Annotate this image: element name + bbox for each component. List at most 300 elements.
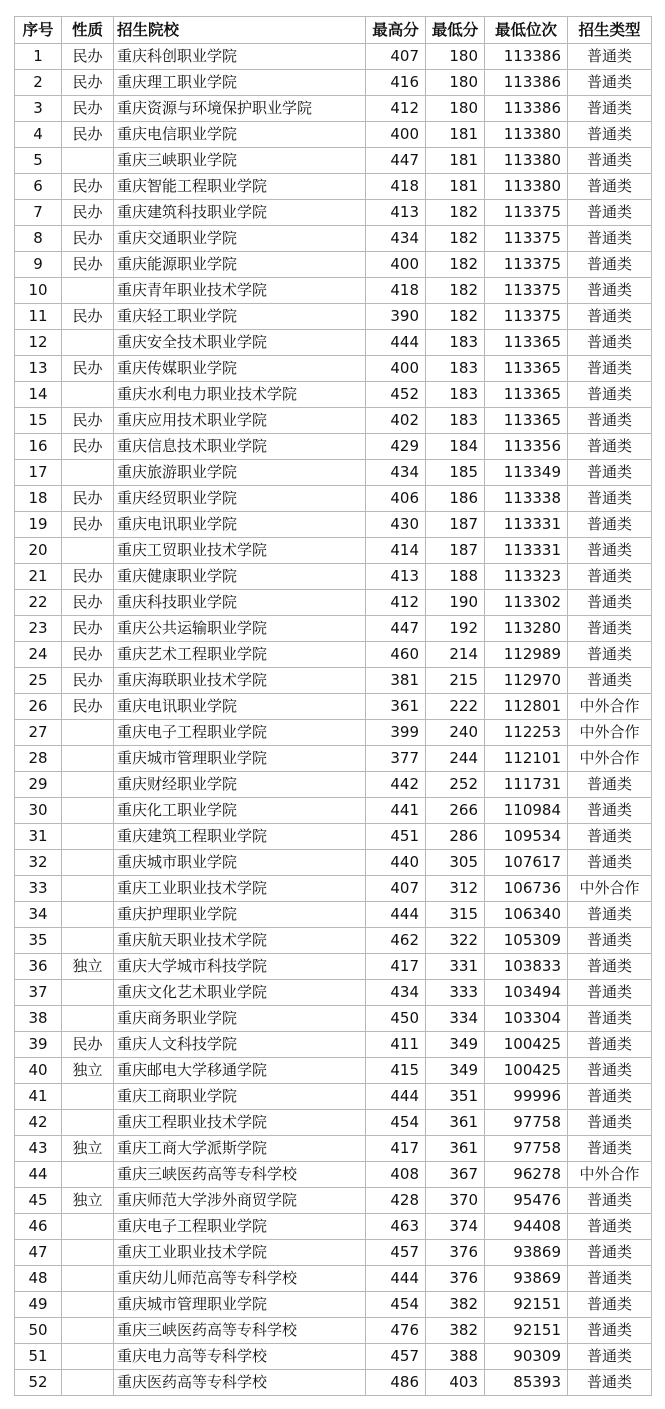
cell-min-rank: 85393 [485, 1370, 568, 1396]
cell-index: 26 [15, 694, 62, 720]
cell-school: 重庆财经职业学院 [114, 772, 366, 798]
cell-index: 33 [15, 876, 62, 902]
cell-index: 35 [15, 928, 62, 954]
cell-school: 重庆三峡医药高等专科学校 [114, 1162, 366, 1188]
table-row [15, 226, 652, 252]
cell-min-score: 180 [426, 96, 485, 122]
table-body [15, 44, 652, 1396]
header-max-score: 最高分 [366, 17, 426, 44]
cell-max-score: 429 [366, 434, 426, 460]
cell-school: 重庆电子工程职业学院 [114, 720, 366, 746]
cell-admission-type: 普通类 [568, 1136, 652, 1162]
cell-max-score: 454 [366, 1110, 426, 1136]
cell-max-score: 444 [366, 330, 426, 356]
cell-nature [62, 1214, 114, 1240]
cell-min-score: 361 [426, 1110, 485, 1136]
cell-min-rank: 93869 [485, 1240, 568, 1266]
cell-min-rank: 112253 [485, 720, 568, 746]
cell-nature: 独立 [62, 954, 114, 980]
table-row [15, 1344, 652, 1370]
cell-min-rank: 112101 [485, 746, 568, 772]
cell-index: 28 [15, 746, 62, 772]
cell-min-rank: 113331 [485, 512, 568, 538]
cell-max-score: 454 [366, 1292, 426, 1318]
cell-min-rank: 113380 [485, 148, 568, 174]
cell-nature [62, 902, 114, 928]
cell-max-score: 411 [366, 1032, 426, 1058]
cell-min-score: 183 [426, 330, 485, 356]
cell-nature: 民办 [62, 486, 114, 512]
cell-index: 27 [15, 720, 62, 746]
cell-min-rank: 112989 [485, 642, 568, 668]
table-row [15, 1370, 652, 1396]
cell-nature [62, 824, 114, 850]
cell-max-score: 451 [366, 824, 426, 850]
cell-nature: 独立 [62, 1188, 114, 1214]
cell-min-rank: 113375 [485, 252, 568, 278]
cell-school: 重庆科技职业学院 [114, 590, 366, 616]
cell-admission-type: 普通类 [568, 330, 652, 356]
cell-admission-type: 普通类 [568, 486, 652, 512]
cell-max-score: 406 [366, 486, 426, 512]
cell-school: 重庆电子工程职业学院 [114, 1214, 366, 1240]
cell-min-rank: 113386 [485, 96, 568, 122]
cell-max-score: 434 [366, 226, 426, 252]
cell-min-score: 244 [426, 746, 485, 772]
table-row [15, 408, 652, 434]
cell-admission-type: 普通类 [568, 434, 652, 460]
cell-index: 9 [15, 252, 62, 278]
cell-max-score: 417 [366, 1136, 426, 1162]
cell-min-score: 370 [426, 1188, 485, 1214]
cell-min-rank: 103833 [485, 954, 568, 980]
cell-admission-type: 普通类 [568, 148, 652, 174]
header-admission-type: 招生类型 [568, 17, 652, 44]
cell-max-score: 447 [366, 616, 426, 642]
cell-admission-type: 普通类 [568, 538, 652, 564]
cell-nature: 民办 [62, 694, 114, 720]
table-row [15, 252, 652, 278]
cell-index: 40 [15, 1058, 62, 1084]
cell-admission-type: 普通类 [568, 824, 652, 850]
cell-nature: 民办 [62, 44, 114, 70]
cell-index: 22 [15, 590, 62, 616]
cell-min-rank: 94408 [485, 1214, 568, 1240]
table-row [15, 616, 652, 642]
cell-min-rank: 113380 [485, 174, 568, 200]
cell-index: 15 [15, 408, 62, 434]
cell-min-score: 374 [426, 1214, 485, 1240]
table-row [15, 1266, 652, 1292]
table-row [15, 642, 652, 668]
cell-min-score: 388 [426, 1344, 485, 1370]
cell-max-score: 407 [366, 876, 426, 902]
cell-school: 重庆交通职业学院 [114, 226, 366, 252]
table-row [15, 954, 652, 980]
table-row [15, 434, 652, 460]
cell-nature [62, 1162, 114, 1188]
cell-nature: 民办 [62, 96, 114, 122]
table-row [15, 382, 652, 408]
cell-max-score: 434 [366, 460, 426, 486]
cell-admission-type: 普通类 [568, 1266, 652, 1292]
cell-max-score: 390 [366, 304, 426, 330]
cell-min-score: 331 [426, 954, 485, 980]
cell-admission-type: 普通类 [568, 1292, 652, 1318]
cell-max-score: 444 [366, 1266, 426, 1292]
cell-max-score: 407 [366, 44, 426, 70]
cell-min-rank: 113375 [485, 200, 568, 226]
cell-admission-type: 普通类 [568, 642, 652, 668]
cell-min-rank: 110984 [485, 798, 568, 824]
cell-index: 43 [15, 1136, 62, 1162]
cell-min-score: 182 [426, 278, 485, 304]
cell-min-rank: 99996 [485, 1084, 568, 1110]
table-row [15, 1136, 652, 1162]
cell-nature: 民办 [62, 642, 114, 668]
table-row [15, 122, 652, 148]
cell-index: 48 [15, 1266, 62, 1292]
cell-nature: 民办 [62, 590, 114, 616]
cell-admission-type: 中外合作 [568, 1162, 652, 1188]
cell-school: 重庆化工职业学院 [114, 798, 366, 824]
cell-school: 重庆邮电大学移通学院 [114, 1058, 366, 1084]
cell-index: 4 [15, 122, 62, 148]
cell-admission-type: 普通类 [568, 1214, 652, 1240]
cell-school: 重庆城市管理职业学院 [114, 746, 366, 772]
cell-school: 重庆护理职业学院 [114, 902, 366, 928]
cell-index: 37 [15, 980, 62, 1006]
cell-admission-type: 普通类 [568, 122, 652, 148]
cell-min-rank: 113280 [485, 616, 568, 642]
cell-min-score: 376 [426, 1266, 485, 1292]
cell-school: 重庆经贸职业学院 [114, 486, 366, 512]
table-row [15, 694, 652, 720]
cell-min-rank: 107617 [485, 850, 568, 876]
cell-admission-type: 普通类 [568, 564, 652, 590]
cell-school: 重庆电讯职业学院 [114, 512, 366, 538]
table-row [15, 538, 652, 564]
cell-max-score: 444 [366, 902, 426, 928]
cell-min-score: 286 [426, 824, 485, 850]
cell-min-rank: 113302 [485, 590, 568, 616]
cell-min-rank: 113338 [485, 486, 568, 512]
cell-school: 重庆师范大学涉外商贸学院 [114, 1188, 366, 1214]
cell-school: 重庆轻工职业学院 [114, 304, 366, 330]
cell-index: 2 [15, 70, 62, 96]
cell-index: 45 [15, 1188, 62, 1214]
table-row [15, 1214, 652, 1240]
table-row [15, 1188, 652, 1214]
cell-index: 10 [15, 278, 62, 304]
cell-nature [62, 720, 114, 746]
cell-min-score: 222 [426, 694, 485, 720]
cell-min-score: 181 [426, 148, 485, 174]
cell-min-score: 180 [426, 44, 485, 70]
cell-nature [62, 876, 114, 902]
table-row [15, 902, 652, 928]
header-index: 序号 [15, 17, 62, 44]
header-min-rank: 最低位次 [485, 17, 568, 44]
cell-index: 49 [15, 1292, 62, 1318]
cell-nature: 民办 [62, 408, 114, 434]
cell-min-score: 187 [426, 512, 485, 538]
cell-min-rank: 113386 [485, 44, 568, 70]
table-row [15, 304, 652, 330]
cell-min-rank: 113386 [485, 70, 568, 96]
cell-nature: 民办 [62, 512, 114, 538]
table-row [15, 512, 652, 538]
cell-max-score: 377 [366, 746, 426, 772]
cell-index: 6 [15, 174, 62, 200]
cell-min-score: 382 [426, 1292, 485, 1318]
table-row [15, 1058, 652, 1084]
cell-max-score: 400 [366, 252, 426, 278]
cell-admission-type: 普通类 [568, 1188, 652, 1214]
cell-max-score: 400 [366, 356, 426, 382]
cell-min-score: 252 [426, 772, 485, 798]
cell-min-rank: 113375 [485, 304, 568, 330]
cell-school: 重庆海联职业技术学院 [114, 668, 366, 694]
cell-min-score: 333 [426, 980, 485, 1006]
cell-school: 重庆传媒职业学院 [114, 356, 366, 382]
cell-school: 重庆医药高等专科学校 [114, 1370, 366, 1396]
table-row [15, 174, 652, 200]
cell-admission-type: 普通类 [568, 356, 652, 382]
table-row [15, 1318, 652, 1344]
cell-min-score: 376 [426, 1240, 485, 1266]
table-row [15, 746, 652, 772]
cell-nature: 独立 [62, 1136, 114, 1162]
table-row [15, 980, 652, 1006]
cell-admission-type: 普通类 [568, 616, 652, 642]
cell-school: 重庆商务职业学院 [114, 1006, 366, 1032]
cell-index: 36 [15, 954, 62, 980]
cell-index: 23 [15, 616, 62, 642]
cell-min-score: 266 [426, 798, 485, 824]
cell-min-rank: 90309 [485, 1344, 568, 1370]
cell-min-score: 367 [426, 1162, 485, 1188]
cell-index: 14 [15, 382, 62, 408]
cell-school: 重庆航天职业技术学院 [114, 928, 366, 954]
cell-index: 17 [15, 460, 62, 486]
cell-nature: 民办 [62, 304, 114, 330]
cell-nature: 民办 [62, 616, 114, 642]
cell-school: 重庆应用技术职业学院 [114, 408, 366, 434]
cell-admission-type: 普通类 [568, 200, 652, 226]
cell-max-score: 412 [366, 96, 426, 122]
cell-admission-type: 普通类 [568, 902, 652, 928]
table-row [15, 1292, 652, 1318]
cell-index: 31 [15, 824, 62, 850]
cell-nature [62, 746, 114, 772]
cell-max-score: 434 [366, 980, 426, 1006]
cell-min-rank: 113365 [485, 356, 568, 382]
cell-admission-type: 普通类 [568, 1032, 652, 1058]
cell-min-score: 183 [426, 382, 485, 408]
table-row [15, 668, 652, 694]
cell-min-rank: 113365 [485, 330, 568, 356]
cell-max-score: 457 [366, 1344, 426, 1370]
cell-school: 重庆智能工程职业学院 [114, 174, 366, 200]
cell-max-score: 381 [366, 668, 426, 694]
cell-index: 46 [15, 1214, 62, 1240]
cell-admission-type: 普通类 [568, 954, 652, 980]
cell-index: 3 [15, 96, 62, 122]
cell-max-score: 416 [366, 70, 426, 96]
table-row [15, 356, 652, 382]
header-nature: 性质 [62, 17, 114, 44]
cell-min-score: 183 [426, 356, 485, 382]
cell-school: 重庆建筑科技职业学院 [114, 200, 366, 226]
cell-school: 重庆建筑工程职业学院 [114, 824, 366, 850]
cell-school: 重庆城市职业学院 [114, 850, 366, 876]
cell-max-score: 402 [366, 408, 426, 434]
cell-min-rank: 103304 [485, 1006, 568, 1032]
cell-index: 8 [15, 226, 62, 252]
cell-min-score: 182 [426, 252, 485, 278]
cell-min-rank: 105309 [485, 928, 568, 954]
cell-min-score: 183 [426, 408, 485, 434]
cell-min-score: 403 [426, 1370, 485, 1396]
cell-school: 重庆资源与环境保护职业学院 [114, 96, 366, 122]
cell-max-score: 414 [366, 538, 426, 564]
cell-index: 50 [15, 1318, 62, 1344]
cell-min-rank: 113365 [485, 408, 568, 434]
cell-nature: 民办 [62, 356, 114, 382]
table-row [15, 590, 652, 616]
cell-nature [62, 148, 114, 174]
cell-nature [62, 278, 114, 304]
cell-max-score: 452 [366, 382, 426, 408]
cell-admission-type: 普通类 [568, 226, 652, 252]
cell-min-score: 240 [426, 720, 485, 746]
cell-min-rank: 100425 [485, 1058, 568, 1084]
cell-school: 重庆电力高等专科学校 [114, 1344, 366, 1370]
table-row [15, 70, 652, 96]
cell-max-score: 415 [366, 1058, 426, 1084]
cell-min-rank: 93869 [485, 1266, 568, 1292]
cell-index: 41 [15, 1084, 62, 1110]
cell-nature [62, 1344, 114, 1370]
cell-max-score: 447 [366, 148, 426, 174]
cell-max-score: 417 [366, 954, 426, 980]
cell-school: 重庆青年职业技术学院 [114, 278, 366, 304]
cell-max-score: 476 [366, 1318, 426, 1344]
header-min-score: 最低分 [426, 17, 485, 44]
cell-nature [62, 1318, 114, 1344]
cell-school: 重庆工业职业技术学院 [114, 1240, 366, 1266]
cell-min-rank: 113349 [485, 460, 568, 486]
cell-index: 1 [15, 44, 62, 70]
table-header-row [15, 17, 652, 44]
cell-nature: 民办 [62, 70, 114, 96]
cell-nature [62, 798, 114, 824]
cell-min-rank: 97758 [485, 1136, 568, 1162]
cell-min-rank: 92151 [485, 1318, 568, 1344]
cell-min-score: 186 [426, 486, 485, 512]
cell-school: 重庆水利电力职业技术学院 [114, 382, 366, 408]
cell-min-rank: 113380 [485, 122, 568, 148]
cell-min-score: 187 [426, 538, 485, 564]
cell-school: 重庆科创职业学院 [114, 44, 366, 70]
cell-index: 13 [15, 356, 62, 382]
table-row [15, 96, 652, 122]
cell-min-score: 349 [426, 1058, 485, 1084]
admission-table-container [14, 16, 651, 1396]
cell-min-score: 182 [426, 226, 485, 252]
cell-nature [62, 1110, 114, 1136]
cell-nature: 独立 [62, 1058, 114, 1084]
cell-max-score: 440 [366, 850, 426, 876]
cell-admission-type: 普通类 [568, 1370, 652, 1396]
cell-min-score: 185 [426, 460, 485, 486]
cell-admission-type: 普通类 [568, 928, 652, 954]
cell-min-rank: 106736 [485, 876, 568, 902]
table-row [15, 278, 652, 304]
cell-admission-type: 普通类 [568, 512, 652, 538]
cell-nature [62, 1292, 114, 1318]
cell-max-score: 462 [366, 928, 426, 954]
cell-admission-type: 普通类 [568, 382, 652, 408]
cell-admission-type: 普通类 [568, 252, 652, 278]
cell-min-rank: 111731 [485, 772, 568, 798]
cell-min-score: 192 [426, 616, 485, 642]
cell-max-score: 418 [366, 278, 426, 304]
cell-index: 52 [15, 1370, 62, 1396]
cell-max-score: 400 [366, 122, 426, 148]
cell-index: 24 [15, 642, 62, 668]
cell-min-score: 181 [426, 122, 485, 148]
cell-nature: 民办 [62, 226, 114, 252]
header-school: 招生院校 [114, 17, 366, 44]
cell-min-score: 382 [426, 1318, 485, 1344]
cell-min-rank: 103494 [485, 980, 568, 1006]
cell-nature [62, 850, 114, 876]
table-row [15, 1240, 652, 1266]
cell-min-score: 351 [426, 1084, 485, 1110]
cell-nature [62, 980, 114, 1006]
table-row [15, 1006, 652, 1032]
cell-school: 重庆三峡医药高等专科学校 [114, 1318, 366, 1344]
cell-school: 重庆健康职业学院 [114, 564, 366, 590]
cell-min-score: 315 [426, 902, 485, 928]
cell-max-score: 486 [366, 1370, 426, 1396]
cell-min-score: 349 [426, 1032, 485, 1058]
cell-admission-type: 普通类 [568, 1058, 652, 1084]
cell-admission-type: 普通类 [568, 850, 652, 876]
cell-min-rank: 112801 [485, 694, 568, 720]
cell-admission-type: 普通类 [568, 1084, 652, 1110]
cell-index: 42 [15, 1110, 62, 1136]
cell-nature [62, 1084, 114, 1110]
cell-max-score: 444 [366, 1084, 426, 1110]
cell-admission-type: 中外合作 [568, 746, 652, 772]
cell-max-score: 399 [366, 720, 426, 746]
cell-school: 重庆工业职业技术学院 [114, 876, 366, 902]
cell-max-score: 457 [366, 1240, 426, 1266]
cell-max-score: 413 [366, 200, 426, 226]
cell-nature: 民办 [62, 174, 114, 200]
table-row [15, 1084, 652, 1110]
cell-min-rank: 113365 [485, 382, 568, 408]
cell-admission-type: 普通类 [568, 980, 652, 1006]
cell-admission-type: 普通类 [568, 772, 652, 798]
table-row [15, 1110, 652, 1136]
cell-nature: 民办 [62, 252, 114, 278]
cell-nature [62, 538, 114, 564]
cell-min-rank: 113323 [485, 564, 568, 590]
